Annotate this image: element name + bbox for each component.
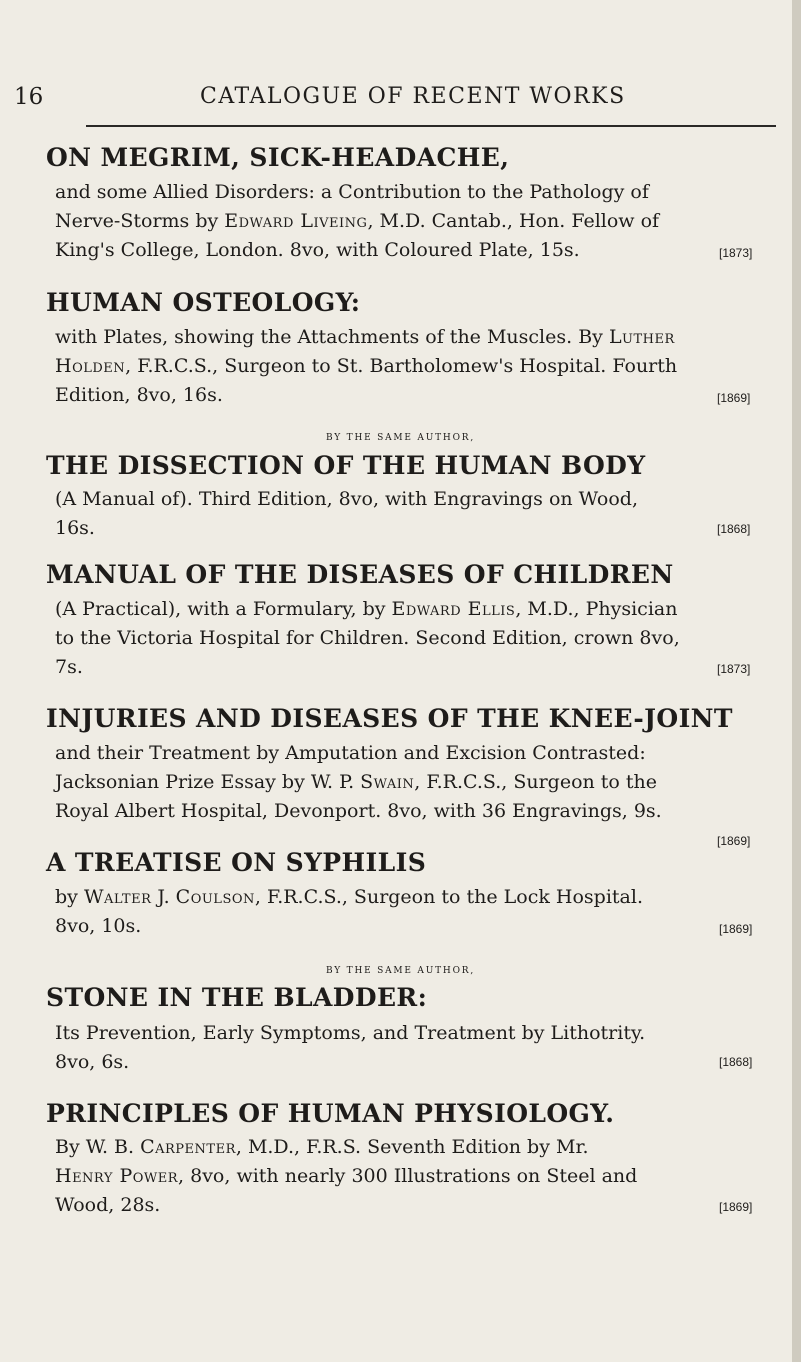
entry-title: THE DISSECTION OF THE HUMAN BODY [46, 451, 646, 480]
author-name: Edward Ellis [391, 598, 516, 620]
entry-text-line: Holden, F.R.C.S., Surgeon to St. Bartholomew's Hospital. Fourth [55, 355, 678, 377]
header-rule [86, 125, 776, 127]
entry-title: PRINCIPLES OF HUMAN PHYSIOLOGY. [46, 1099, 615, 1128]
entry-text-line: Edition, 8vo, 16s. [55, 384, 223, 406]
entry-title: A TREATISE ON SYPHILIS [46, 848, 427, 877]
entry-text-line: Nerve-Storms by Edward Liveing, M.D. Cantab., Hon. Fellow of [55, 210, 660, 232]
author-name: Henry Power [55, 1165, 179, 1187]
author-name: Swain [360, 771, 415, 793]
entry-text-line: with Plates, showing the Attachments of the Muscles. By Luther [55, 326, 675, 348]
entry-text-line: 8vo, 6s. [55, 1051, 130, 1073]
entry-text-line: Henry Power, 8vo, with nearly 300 Illustrations on Steel and [55, 1165, 638, 1187]
publication-year: [1868] [719, 1055, 753, 1069]
publication-year: [1869] [719, 1200, 753, 1214]
publication-year: [1868] [717, 522, 751, 536]
entry-title: INJURIES AND DISEASES OF THE KNEE-JOINT [46, 704, 733, 733]
entry-text-line: By W. B. Carpenter, M.D., F.R.S. Seventh Edition by Mr. [55, 1136, 589, 1158]
author-name: Walter [83, 886, 152, 908]
page-header [0, 84, 801, 114]
author-name: Carpenter [140, 1136, 236, 1158]
entry-text-line: (A Manual of). Third Edition, 8vo, with Engravings on Wood, [55, 488, 638, 510]
entry-text-line: and their Treatment by Amputation and Excision Contrasted: [55, 742, 646, 764]
entry-text-line: Its Prevention, Early Symptoms, and Treatment by Lithotrity. [55, 1022, 646, 1044]
entry-text-line: 7s. [55, 656, 83, 678]
entry-text-line: (A Practical), with a Formulary, by Edward Ellis, M.D., Physician [55, 598, 678, 620]
entry-text-line: to the Victoria Hospital for Children. Second Edition, crown 8vo, [55, 627, 680, 649]
entry-text-line: by Walter J. Coulson, F.R.C.S., Surgeon to the Lock Hospital. [55, 886, 643, 908]
page-number: 16 [14, 84, 44, 110]
entry-text-line: Royal Albert Hospital, Devonport. 8vo, with 36 Engravings, 9s. [55, 800, 662, 822]
publication-year: [1873] [717, 662, 751, 676]
entry-title: MANUAL OF THE DISEASES OF CHILDREN [46, 560, 674, 589]
entry-text-line: Jacksonian Prize Essay by W. P. Swain, F.R.C.S., Surgeon to the [55, 771, 658, 793]
author-name: Holden [55, 355, 126, 377]
same-author-note: BY THE SAME AUTHOR, [325, 433, 475, 443]
entry-text-line: Wood, 28s. [55, 1194, 161, 1216]
entry-text-line: and some Allied Disorders: a Contribution to the Pathology of [55, 181, 649, 203]
author-name: Luther [608, 326, 675, 348]
entry-text-line: King's College, London. 8vo, with Coloured Plate, 15s. [55, 239, 580, 261]
entry-text-line: 8vo, 10s. [55, 915, 142, 937]
entry-text-line: 16s. [55, 517, 95, 539]
entry-title: ON MEGRIM, SICK-HEADACHE, [46, 143, 510, 172]
publication-year: [1873] [719, 246, 753, 260]
publication-year: [1869] [717, 391, 751, 405]
entry-title: HUMAN OSTEOLOGY: [46, 288, 361, 317]
page-edge-shadow [792, 0, 801, 1362]
publication-year: [1869] [717, 834, 751, 848]
same-author-note: BY THE SAME AUTHOR, [325, 966, 475, 976]
author-name: Edward Liveing [224, 210, 368, 232]
author-name: Coulson [175, 886, 255, 908]
entry-title: STONE IN THE BLADDER: [46, 983, 428, 1012]
publication-year: [1869] [719, 922, 753, 936]
running-head: CATALOGUE OF RECENT WORKS [200, 84, 626, 109]
